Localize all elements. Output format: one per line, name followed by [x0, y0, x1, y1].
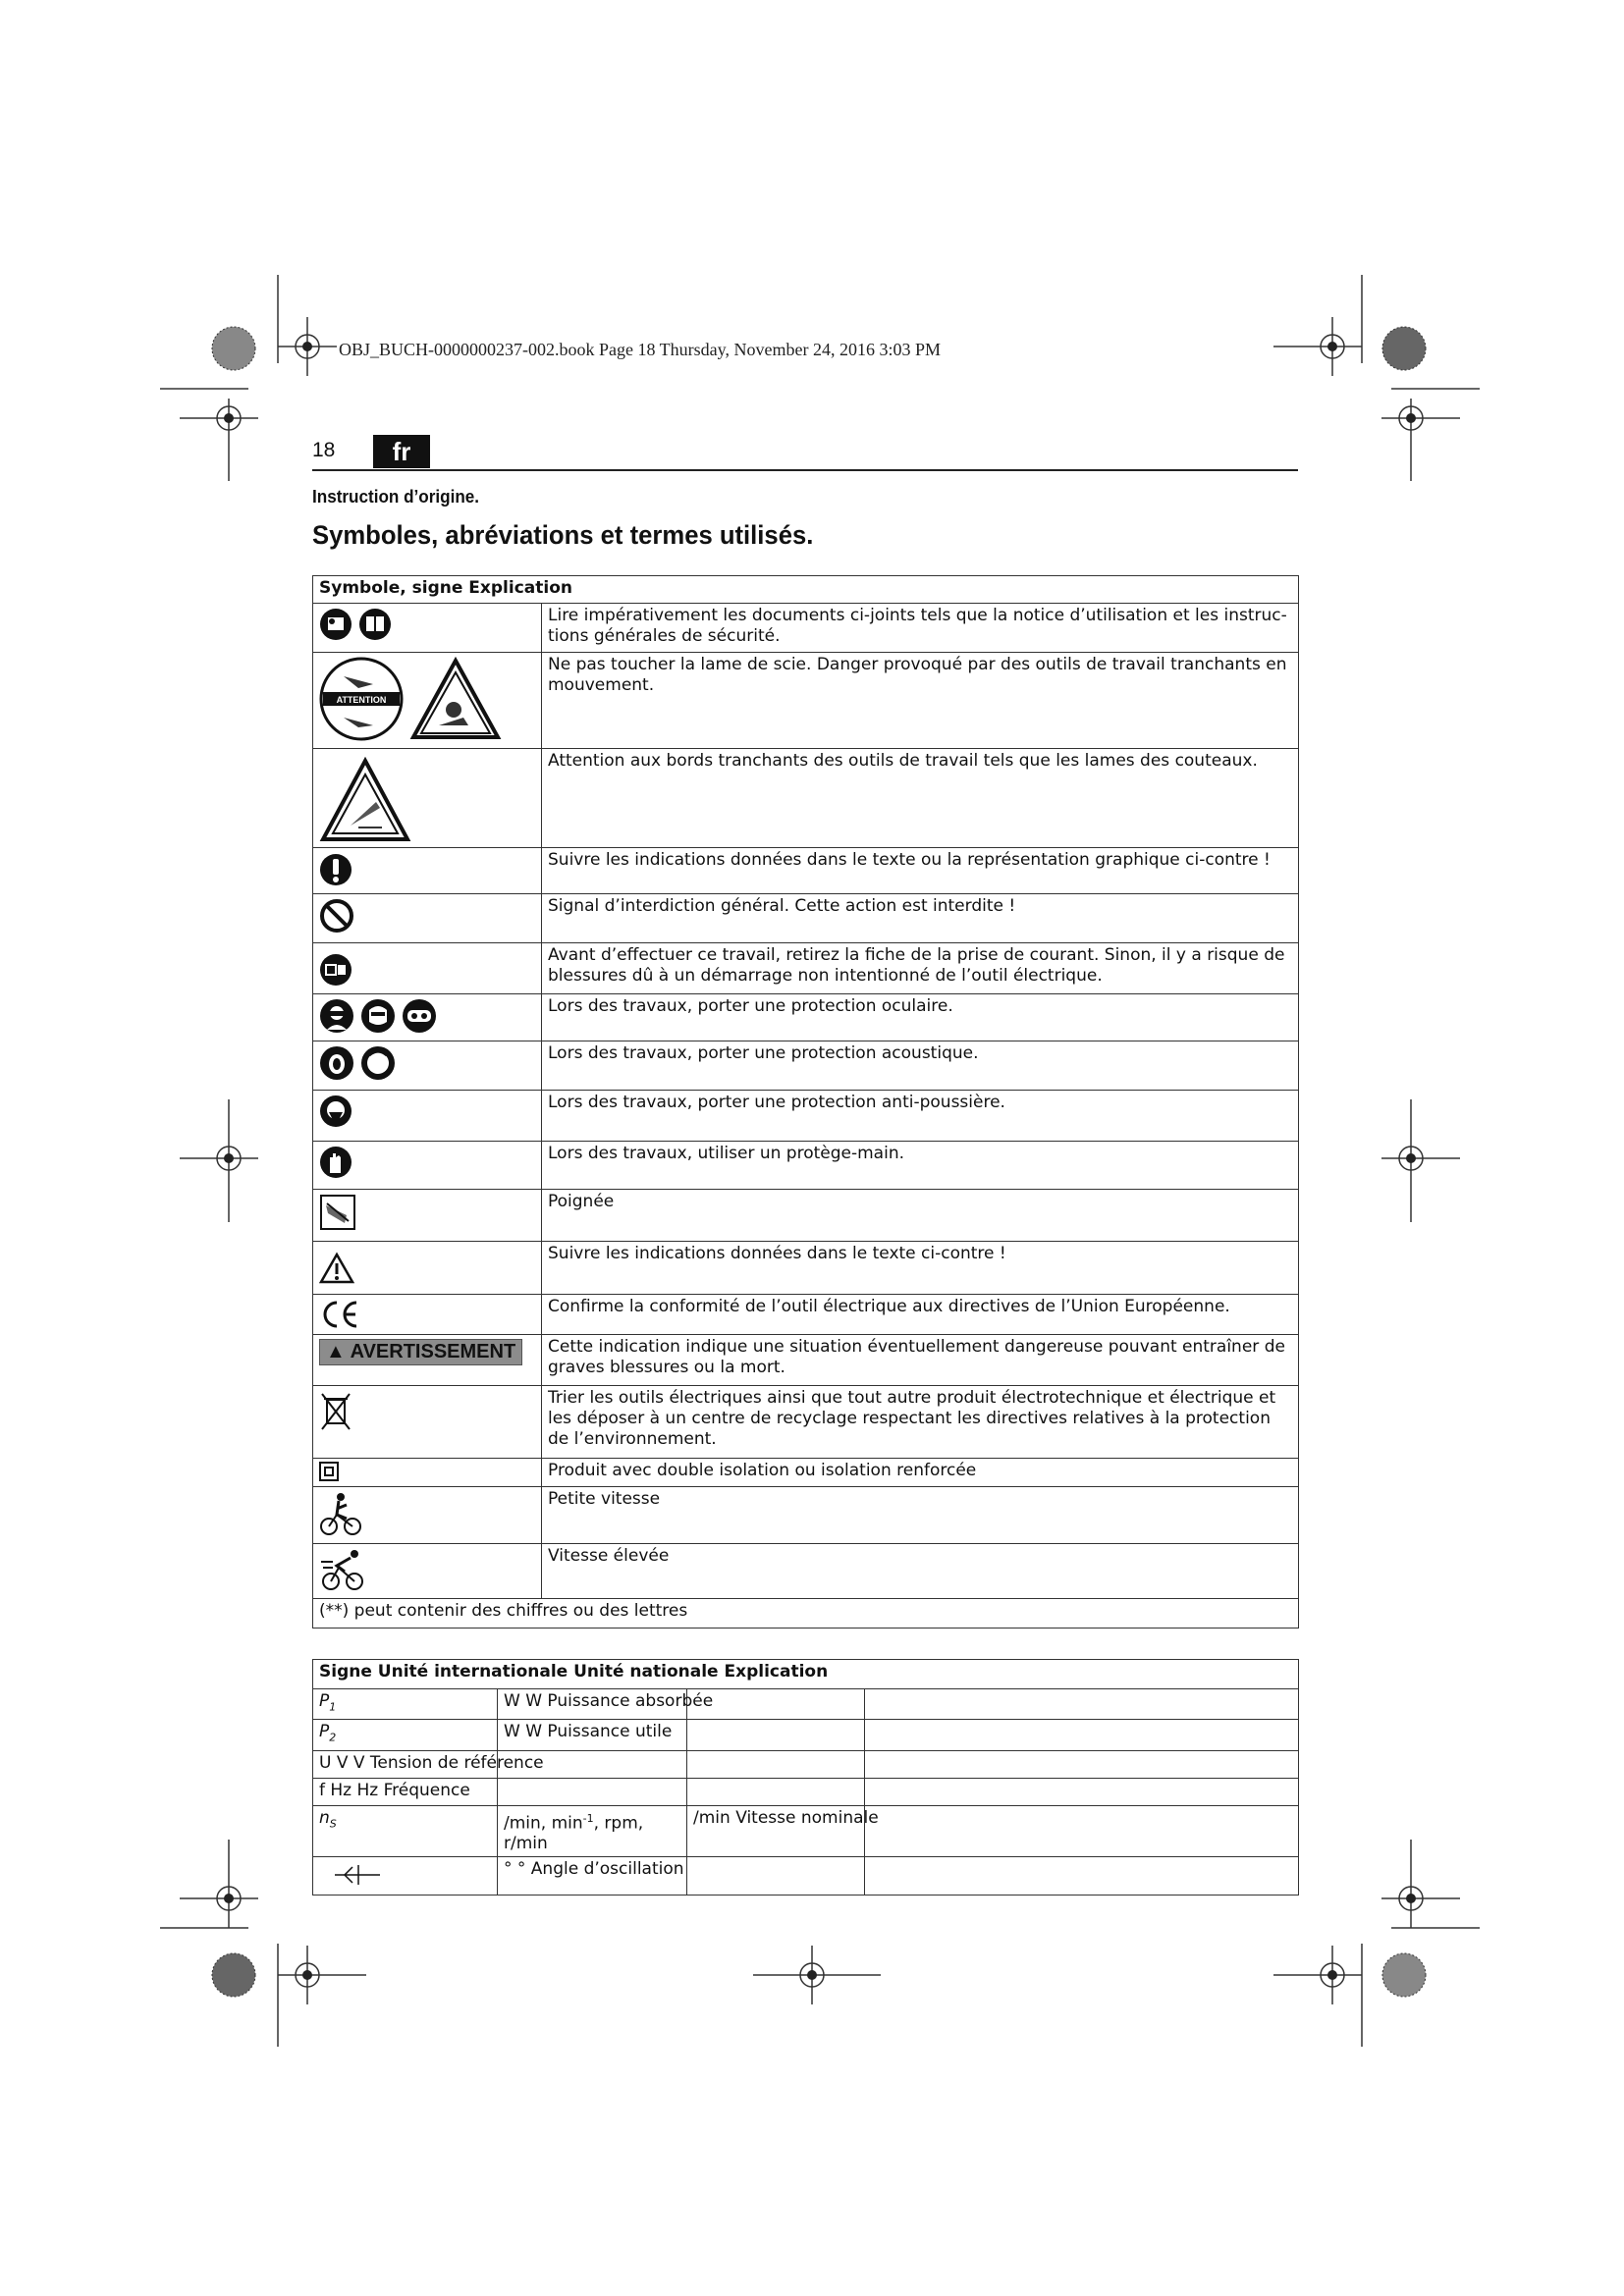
table-row	[313, 894, 1299, 943]
explanation-cell: Petite vitesse	[542, 1487, 1299, 1544]
explanation-cell: Suivre les indications données dans le texte ci-contre !	[542, 1242, 1299, 1295]
table-row	[313, 994, 1299, 1041]
warning-triangle-icon	[319, 1252, 354, 1285]
ear-protection-icon	[319, 1045, 354, 1081]
table-row	[313, 1295, 1299, 1335]
sign-cell: U V V Tension de référence	[313, 1750, 498, 1778]
table-row	[313, 653, 1299, 749]
national-cell	[687, 1750, 865, 1778]
unit-text-post: , rpm, r/min	[504, 1813, 644, 1854]
symbol-cell	[313, 943, 542, 994]
explanation-cell	[865, 1805, 1299, 1857]
explanation-cell: Lire impérativement les documents ci-joints tels que la notice d’utilisation et les instruc-tions générales de sécurité.	[542, 604, 1299, 653]
sign-cell	[313, 1720, 498, 1750]
sign-cell: f Hz Hz Fréquence	[313, 1778, 498, 1805]
explanation-cell: Ne pas toucher la lame de scie. Danger provoqué par des outils de travail tranchants en mouvement.	[542, 653, 1299, 749]
page-number: 18	[312, 439, 336, 461]
warning-sign-icon: ▲	[326, 1341, 346, 1362]
explanation-cell: Produit avec double isolation ou isolation renforcée	[542, 1459, 1299, 1487]
page-title: Symboles, abréviations et termes utilisés.	[312, 520, 814, 550]
mandatory-exclamation-icon	[319, 852, 352, 887]
table-row	[313, 749, 1299, 848]
symbol-cell	[313, 1091, 542, 1142]
table-row	[313, 848, 1299, 894]
symbol-cell	[313, 653, 542, 749]
explanation-cell	[865, 1720, 1299, 1750]
explanation-cell	[865, 1689, 1299, 1720]
national-cell	[687, 1857, 865, 1896]
table-row	[313, 1720, 1299, 1750]
sign-cell	[313, 1857, 498, 1896]
national-cell: /min Vitesse nominale	[687, 1805, 865, 1857]
language-badge: fr	[373, 435, 430, 468]
national-cell	[687, 1720, 865, 1750]
warning-blade-icon	[409, 657, 502, 741]
explanation-cell: Signal d’interdiction général. Cette action est interdite !	[542, 894, 1299, 943]
unit-text: /min, min	[504, 1813, 583, 1834]
svg-text:ATTENTION: ATTENTION	[336, 695, 387, 705]
sign-subscript: S	[329, 1817, 337, 1831]
table-header-row	[313, 1660, 1299, 1689]
national-cell	[687, 1778, 865, 1805]
slow-bicycle-icon	[319, 1491, 362, 1536]
symbol-cell	[313, 1041, 542, 1091]
sign-symbol: n	[319, 1807, 330, 1828]
oscillation-angle-icon	[333, 1863, 382, 1887]
table-row	[313, 1335, 1299, 1386]
table-row	[313, 1857, 1299, 1896]
prohibition-icon	[319, 898, 354, 934]
explanation-cell: Lors des travaux, porter une protection oculaire.	[542, 994, 1299, 1041]
sign-symbol: P	[319, 1722, 330, 1742]
attention-hand-icon	[319, 657, 404, 741]
footnote-row	[313, 1599, 1299, 1629]
warning-cutting-edge-icon	[319, 757, 411, 843]
explanation-cell: Suivre les indications données dans le texte ou la représentation graphique ci-contre !	[542, 848, 1299, 894]
ear-muff-icon	[360, 1045, 396, 1081]
table-header: Symbole, signe Explication	[313, 576, 1299, 604]
symbol-cell	[313, 1242, 542, 1295]
sign-symbol: P	[319, 1691, 330, 1711]
table-row	[313, 943, 1299, 994]
unit-superscript: -1	[582, 1811, 594, 1825]
sign-subscript: 1	[329, 1700, 337, 1714]
sign-cell	[313, 1805, 498, 1857]
table-row	[313, 1386, 1299, 1459]
face-shield-icon	[360, 998, 396, 1034]
explanation-cell: Attention aux bords tranchants des outils de travail tels que les lames des couteaux.	[542, 749, 1299, 848]
eye-protection-icon	[319, 998, 354, 1034]
table-row	[313, 1805, 1299, 1857]
symbol-cell	[313, 894, 542, 943]
table-row	[313, 1242, 1299, 1295]
book-icon	[358, 608, 392, 641]
explanation-cell: Trier les outils électriques ainsi que tout autre produit électrotechnique et électrique et les déposer à un centre de recyclage respectant les directives relatives à la protection de l’environnement.	[542, 1386, 1299, 1459]
unit-cell: W W Puissance absorbée	[498, 1689, 687, 1720]
table-row	[313, 1778, 1299, 1805]
symbol-cell	[313, 1487, 542, 1544]
explanation-cell: Avant d’effectuer ce travail, retirez la fiche de la prise de courant. Sinon, il y a risque de blessures dû à un démarrage non intentionné de l’outil électrique.	[542, 943, 1299, 994]
table-row	[313, 1544, 1299, 1599]
symbol-cell	[313, 994, 542, 1041]
dust-mask-icon	[319, 1095, 352, 1128]
explanation-cell: Poignée	[542, 1190, 1299, 1242]
header-rule	[312, 469, 1298, 471]
sign-cell	[313, 1689, 498, 1720]
unit-cell: ° ° Angle d’oscillation	[498, 1857, 687, 1896]
subtitle: Instruction d’origine.	[312, 487, 480, 507]
symbol-cell	[313, 749, 542, 848]
ce-mark-icon	[319, 1299, 362, 1328]
symbol-cell	[313, 1459, 542, 1487]
table-row	[313, 1142, 1299, 1190]
unit-cell	[498, 1805, 687, 1857]
explanation-cell	[865, 1778, 1299, 1805]
footnote: (**) peut contenir des chiffres ou des lettres	[313, 1599, 1299, 1629]
table-row	[313, 1091, 1299, 1142]
table-row	[313, 1459, 1299, 1487]
double-insulation-icon	[319, 1462, 339, 1481]
table-row	[313, 604, 1299, 653]
print-slug: OBJ_BUCH-0000000237-002.book Page 18 Thursday, November 24, 2016 3:03 PM	[339, 340, 941, 359]
sign-subscript: 2	[329, 1731, 337, 1744]
units-table	[312, 1659, 1299, 1896]
explanation-cell	[865, 1750, 1299, 1778]
table-row	[313, 1487, 1299, 1544]
symbol-cell	[313, 1142, 542, 1190]
explanation-cell: Lors des travaux, porter une protection acoustique.	[542, 1041, 1299, 1091]
table-header: Signe Unité internationale Unité nationale Explication	[313, 1660, 1299, 1689]
handle-icon	[319, 1194, 356, 1231]
explanation-cell: Cette indication indique une situation éventuellement dangereuse pouvant entraîner de graves blessures ou la mort.	[542, 1335, 1299, 1386]
explanation-cell: Vitesse élevée	[542, 1544, 1299, 1599]
table-row	[313, 1041, 1299, 1091]
table-row	[313, 1190, 1299, 1242]
symbol-cell	[313, 1386, 542, 1459]
table-row	[313, 1689, 1299, 1720]
avertissement-text: AVERTISSEMENT	[350, 1341, 516, 1362]
symbol-cell	[313, 604, 542, 653]
unplug-icon	[319, 953, 352, 987]
explanation-cell: Confirme la conformité de l’outil électrique aux directives de l’Union Européenne.	[542, 1295, 1299, 1335]
symbols-table	[312, 575, 1299, 1629]
symbol-cell	[313, 1335, 542, 1386]
unit-cell: W W Puissance utile	[498, 1720, 687, 1750]
symbol-cell	[313, 848, 542, 894]
table-row	[313, 1750, 1299, 1778]
explanation-cell	[865, 1857, 1299, 1896]
unit-cell	[498, 1778, 687, 1805]
symbol-cell	[313, 1190, 542, 1242]
symbol-cell	[313, 1295, 542, 1335]
symbol-cell	[313, 1544, 542, 1599]
avertissement-label	[319, 1339, 522, 1365]
fast-bicycle-icon	[319, 1548, 366, 1593]
explanation-cell: Lors des travaux, utiliser un protège-main.	[542, 1142, 1299, 1190]
table-header-row	[313, 576, 1299, 604]
national-cell	[687, 1689, 865, 1720]
read-manual-icon	[319, 608, 352, 641]
weee-bin-icon	[319, 1390, 352, 1433]
glove-icon	[319, 1146, 352, 1179]
goggles-icon	[402, 998, 437, 1034]
explanation-cell: Lors des travaux, porter une protection anti-poussière.	[542, 1091, 1299, 1142]
